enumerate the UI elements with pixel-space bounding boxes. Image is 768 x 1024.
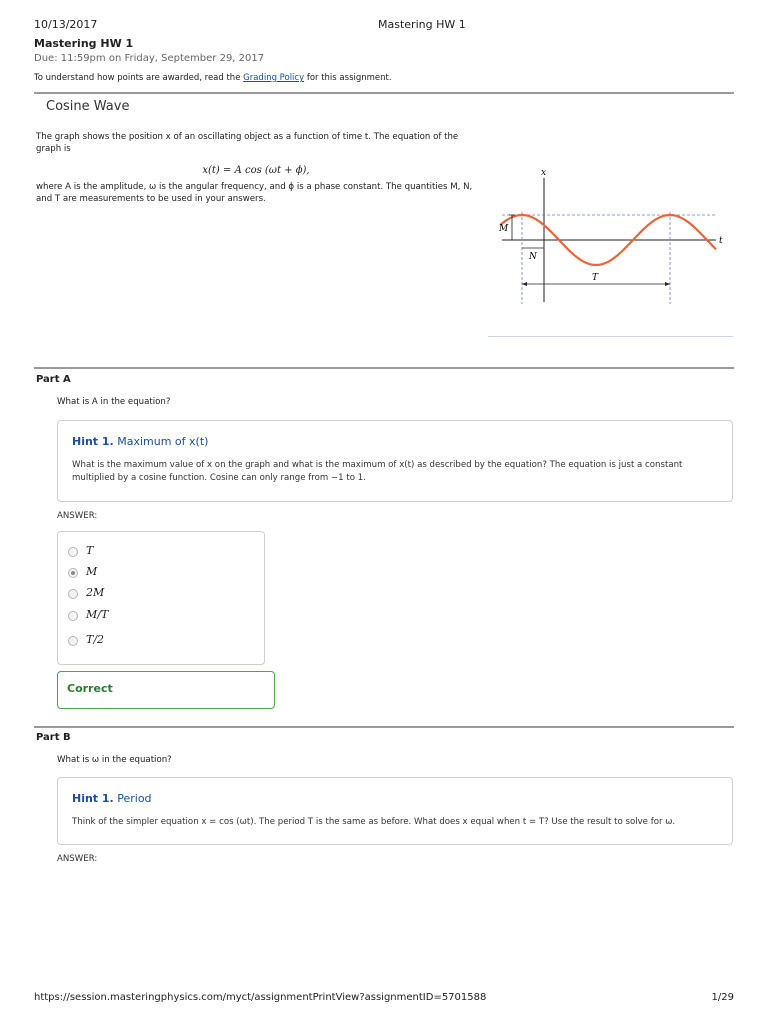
radio-button[interactable] — [68, 589, 78, 599]
t-arrow-left — [522, 282, 527, 286]
label-n: N — [529, 252, 537, 262]
page-number: 1/29 — [711, 992, 734, 1003]
correct-label: Correct — [67, 682, 113, 695]
hint-text-line-2: multiplied by a cosine function. Cosine can only range from −1 to 1. — [72, 473, 366, 483]
label-t: T — [592, 273, 599, 283]
part-a-answer-options — [57, 531, 265, 665]
hint-heading: Maximum of x(t) — [117, 435, 209, 448]
option-label: M — [86, 565, 98, 578]
radio-button[interactable] — [68, 611, 78, 621]
t-arrow-right — [665, 282, 670, 286]
print-title: Mastering HW 1 — [378, 18, 466, 31]
grading-policy-note — [34, 73, 392, 83]
part-b-question: What is ω in the equation? — [57, 755, 172, 765]
graph-divider — [488, 336, 733, 337]
label-m: M — [499, 224, 509, 234]
section-title: Cosine Wave — [46, 99, 130, 114]
part-a-answer-label: ANSWER: — [57, 511, 98, 521]
page-title: Mastering HW 1 — [34, 37, 134, 50]
part-b-hint-title[interactable] — [72, 792, 152, 805]
part-b-title: Part B — [36, 732, 71, 743]
hint-number: Hint 1. — [72, 792, 114, 805]
part-a-hint-box[interactable] — [57, 420, 733, 502]
option-label: 2M — [86, 586, 105, 599]
print-header — [34, 18, 734, 32]
hint-number: Hint 1. — [72, 435, 114, 448]
cosine-wave-graph — [488, 160, 733, 320]
part-b-hint-box[interactable] — [57, 777, 733, 845]
hint-heading: Period — [117, 792, 152, 805]
part-a-title: Part A — [36, 374, 71, 385]
part-a-hint-title[interactable] — [72, 435, 208, 448]
option-label: T/2 — [86, 633, 105, 646]
part-a-question: What is A in the equation? — [57, 397, 171, 407]
radio-button-selected[interactable] — [68, 568, 78, 578]
due-date: Due: 11:59pm on Friday, September 29, 2017 — [34, 53, 265, 64]
part-b-hint-text: Think of the simpler equation x = cos (ωt). The period T is the same as before. What does x equal when t = T? Use the result to solve for ω. — [72, 817, 676, 827]
part-a-divider — [34, 367, 734, 369]
intro-paragraph: The graph shows the position x of an oscillating object as a function of time t. The equation of the graph is — [36, 132, 459, 154]
hint-text-line-1: What is the maximum value of x on the graph and what is the maximum of x(t) as described by the equation? The equation is just a constant — [72, 460, 683, 470]
intro-paragraph-2: where A is the amplitude, ω is the angular frequency, and ϕ is a phase constant. The quantities M, N, and T are measurements to be used in your answers. — [36, 182, 473, 204]
policy-text-after: for this assignment. — [304, 73, 392, 83]
divider — [34, 92, 734, 94]
option-label: T — [86, 544, 94, 557]
policy-text-before: To understand how points are awarded, read the — [34, 73, 244, 83]
radio-button[interactable] — [68, 636, 78, 646]
axis-t-label: t — [719, 236, 723, 246]
part-a-hint-text — [72, 459, 712, 485]
option-label: M/T — [86, 608, 109, 621]
grading-policy-link[interactable]: Grading Policy — [243, 73, 305, 83]
footer-url: https://session.masteringphysics.com/myct/assignmentPrintView?assignmentID=5701588 — [34, 992, 487, 1003]
part-b-answer-label: ANSWER: — [57, 854, 98, 864]
print-date: 10/13/2017 — [34, 18, 98, 31]
part-b-divider — [34, 726, 734, 728]
correct-feedback — [57, 671, 275, 709]
radio-button[interactable] — [68, 547, 78, 557]
equation: x(t) = A cos (ωt + ϕ), — [202, 165, 310, 176]
axis-x-label: x — [541, 168, 547, 178]
